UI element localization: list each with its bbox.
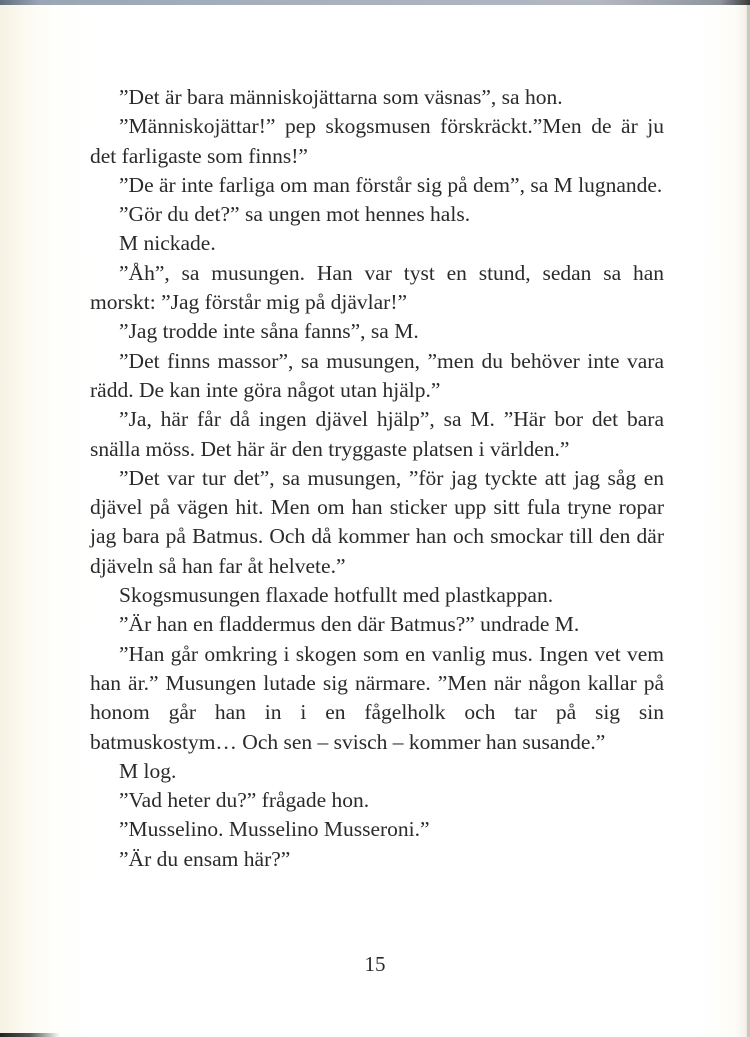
paragraph: Skogsmusungen flaxade hotfullt med plastkappan. xyxy=(119,583,554,608)
paragraph: ”Människojättar!” pep skogsmusen förskräckt.”Men de är ju det farligaste som finns!” xyxy=(90,114,664,168)
paragraph: ”Det är bara människojättarna som väsnas”, sa hon. xyxy=(119,85,563,109)
paragraph: ”Är han en fladdermus den där Batmus?” undrade M. xyxy=(119,612,580,637)
paragraph: ”De är inte farliga om man förstår sig på dem”, sa M lugnande. xyxy=(119,172,663,197)
paragraph: ”Han går omkring i skogen som en vanlig mus. Ingen vet vem han är.” Musungen lutade sig närmare. ”Men när någon kallar på honom går han in i en fågelholk och tar på sig sin batmuskostym… Och sen – svisch – kommer han susande.” xyxy=(90,641,664,754)
page-number: 15 xyxy=(364,952,386,976)
paragraph: ”Musselino. Musselino Musseroni.” xyxy=(119,817,430,842)
paragraph: ”Det finns massor”, sa musungen, ”men du behöver inte vara rädd. De kan inte göra något utan hjälp.” xyxy=(90,348,664,402)
body-text xyxy=(90,83,664,874)
paragraph: ”Jag trodde inte såna fanns”, sa M. xyxy=(119,319,419,344)
paragraph: ”Ja, här får då ingen djävel hjälp”, sa M. ”Här bor det bara snälla möss. Det här är den tryggaste platsen i världen.” xyxy=(90,407,664,461)
paragraph: ”Det var tur det”, sa musungen, ”för jag tyckte att jag såg en djävel på vägen hit. Men om han sticker upp sitt fula tryne ropar jag bara på Batmus. Och då kommer han och smockar till den där djäveln så han far åt helvete.” xyxy=(90,465,664,578)
paragraph: M log. xyxy=(119,758,177,783)
paragraph: ”Åh”, sa musungen. Han var tyst en stund, sedan sa han morskt: ”Jag förstår mig på djävlar!” xyxy=(90,260,664,315)
paragraph: M nickade. xyxy=(119,231,216,256)
page-bottom-shadow xyxy=(0,1033,60,1037)
paragraph: ”Gör du det?” sa ungen mot hennes hals. xyxy=(119,202,471,227)
paragraph: ”Vad heter du?” frågade hon. xyxy=(119,788,370,813)
paragraph: ”Är du ensam här?” xyxy=(119,846,291,871)
page-top-edge xyxy=(0,0,750,5)
